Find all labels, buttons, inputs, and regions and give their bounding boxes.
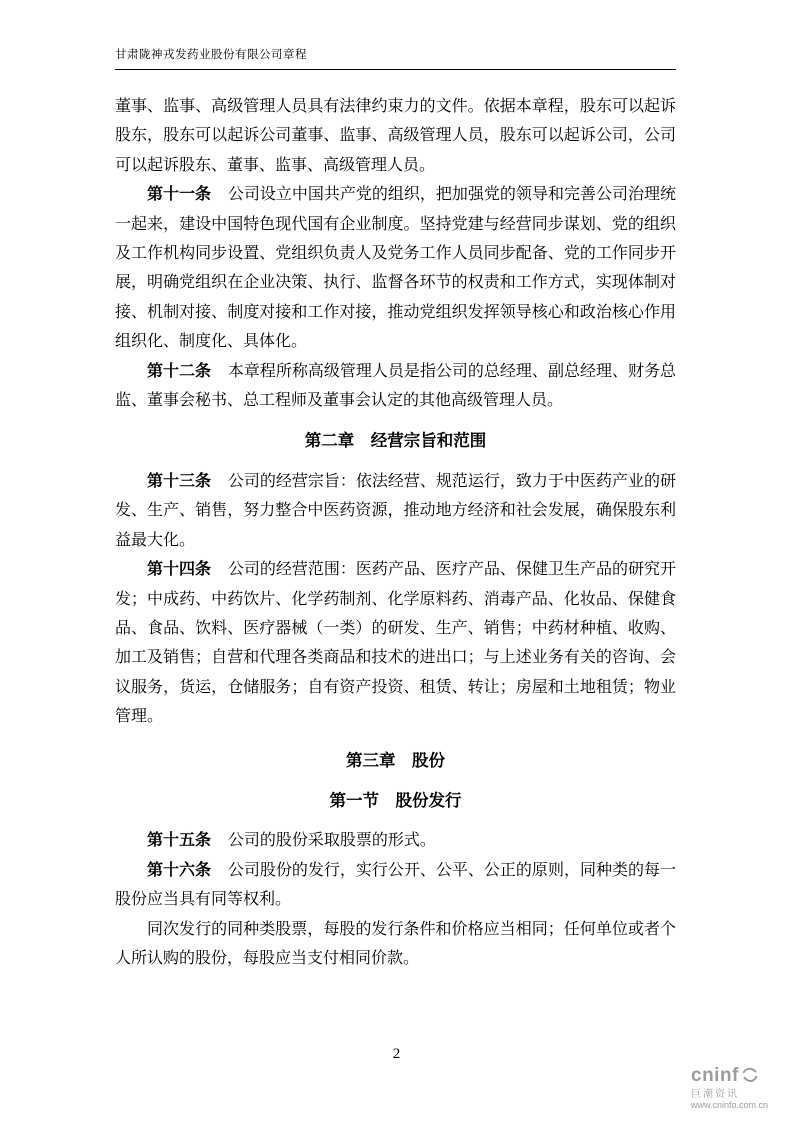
article-13-number: 第十三条 xyxy=(147,472,212,490)
article-11-text: 公司设立中国共产党的组织，把加强党的领导和完善公司治理统一起来，建设中国特色现代国有企业制度。坚持党建与经营同步谋划、党的组织及工作机构同步设置、党组织负责人及党务工作人员同步配备、党的工作同步开展，明确党组织在企业决策、执行、监督各环节的权责和工作方式，实现体制对接、机制对接、制度对接和工作对接，推动党组织发挥领导核心和政治核心作用组织化、制度化、具体化。 xyxy=(115,186,676,351)
chapter-2-heading: 第二章 经营宗旨和范围 xyxy=(304,431,487,451)
article-14-text: 公司的经营范围：医药产品、医疗产品、保健卫生产品的研究开发；中成药、中药饮片、化学药制剂、化学原料药、消毒产品、化妆品、保健食品、食品、饮料、医疗器械（一类）的研发、生产、销售；中药材种植、收购、加工及销售；自营和代理各类商品和技术的进出口；与上述业务有关的咨询、会议服务，货运，仓储服务；自有资产投资、租赁、转让；房屋和土地租赁；物业管理。 xyxy=(115,561,676,726)
paragraph-article-13 xyxy=(115,467,676,555)
paragraph-same-issue: 同次发行的同种类股票，每股的发行条件和价格应当相同；任何单位或者个人所认购的股份，每股应当支付相同价款。 xyxy=(115,920,676,967)
paragraph-article-14 xyxy=(115,555,676,731)
cninfo-logo-top xyxy=(691,1066,777,1089)
article-13-text: 公司的经营宗旨：依法经营、规范运行，致力于中医药产业的研发、生产、销售，努力整合中医药资源，推动地方经济和社会发展，确保股东利益最大化。 xyxy=(115,472,676,549)
header-title: 甘肃陇神戎发药业股份有限公司章程 xyxy=(115,49,307,61)
section-1-heading: 第一节 股份发行 xyxy=(329,790,462,810)
paragraph-article-11 xyxy=(115,180,676,356)
article-16-text: 公司股份的发行，实行公开、公平、公正的原则，同种类的每一股份应当具有同等权利。 xyxy=(115,861,676,909)
cninfo-brand-text: cninf xyxy=(691,1065,739,1087)
chapter-3-heading: 第三章 股份 xyxy=(346,750,445,770)
article-15-text: 公司的股份采取股票的形式。 xyxy=(227,832,436,850)
article-14-number: 第十四条 xyxy=(147,561,212,579)
cninfo-logo xyxy=(691,1066,777,1111)
article-12-number: 第十二条 xyxy=(147,362,212,380)
page-number: 2 xyxy=(392,1046,401,1062)
cninfo-url: www.cninfo.com.cn xyxy=(691,1100,769,1111)
article-11-number: 第十一条 xyxy=(147,186,212,204)
cninfo-company-name: 巨潮资讯 xyxy=(691,1089,739,1101)
wave-icon xyxy=(741,1066,759,1089)
page-header xyxy=(115,46,676,70)
article-12-text: 本章程所称高级管理人员是指公司的总经理、副总经理、财务总监、董事会秘书、总工程师及董事会认定的其他高级管理人员。 xyxy=(115,362,676,410)
paragraph-article-16 xyxy=(115,856,676,915)
article-16-number: 第十六条 xyxy=(147,861,212,879)
paragraph-article-12 xyxy=(115,357,676,416)
paragraph-article-15 xyxy=(115,826,676,855)
paragraph-continuation: 董事、监事、高级管理人员具有法律约束力的文件。依据本章程，股东可以起诉股东，股东可以起诉公司董事、监事、高级管理人员，股东可以起诉公司，公司可以起诉股东、董事、监事、高级管理人员。 xyxy=(115,98,676,174)
document-body xyxy=(115,92,676,973)
article-15-number: 第十五条 xyxy=(147,832,212,850)
